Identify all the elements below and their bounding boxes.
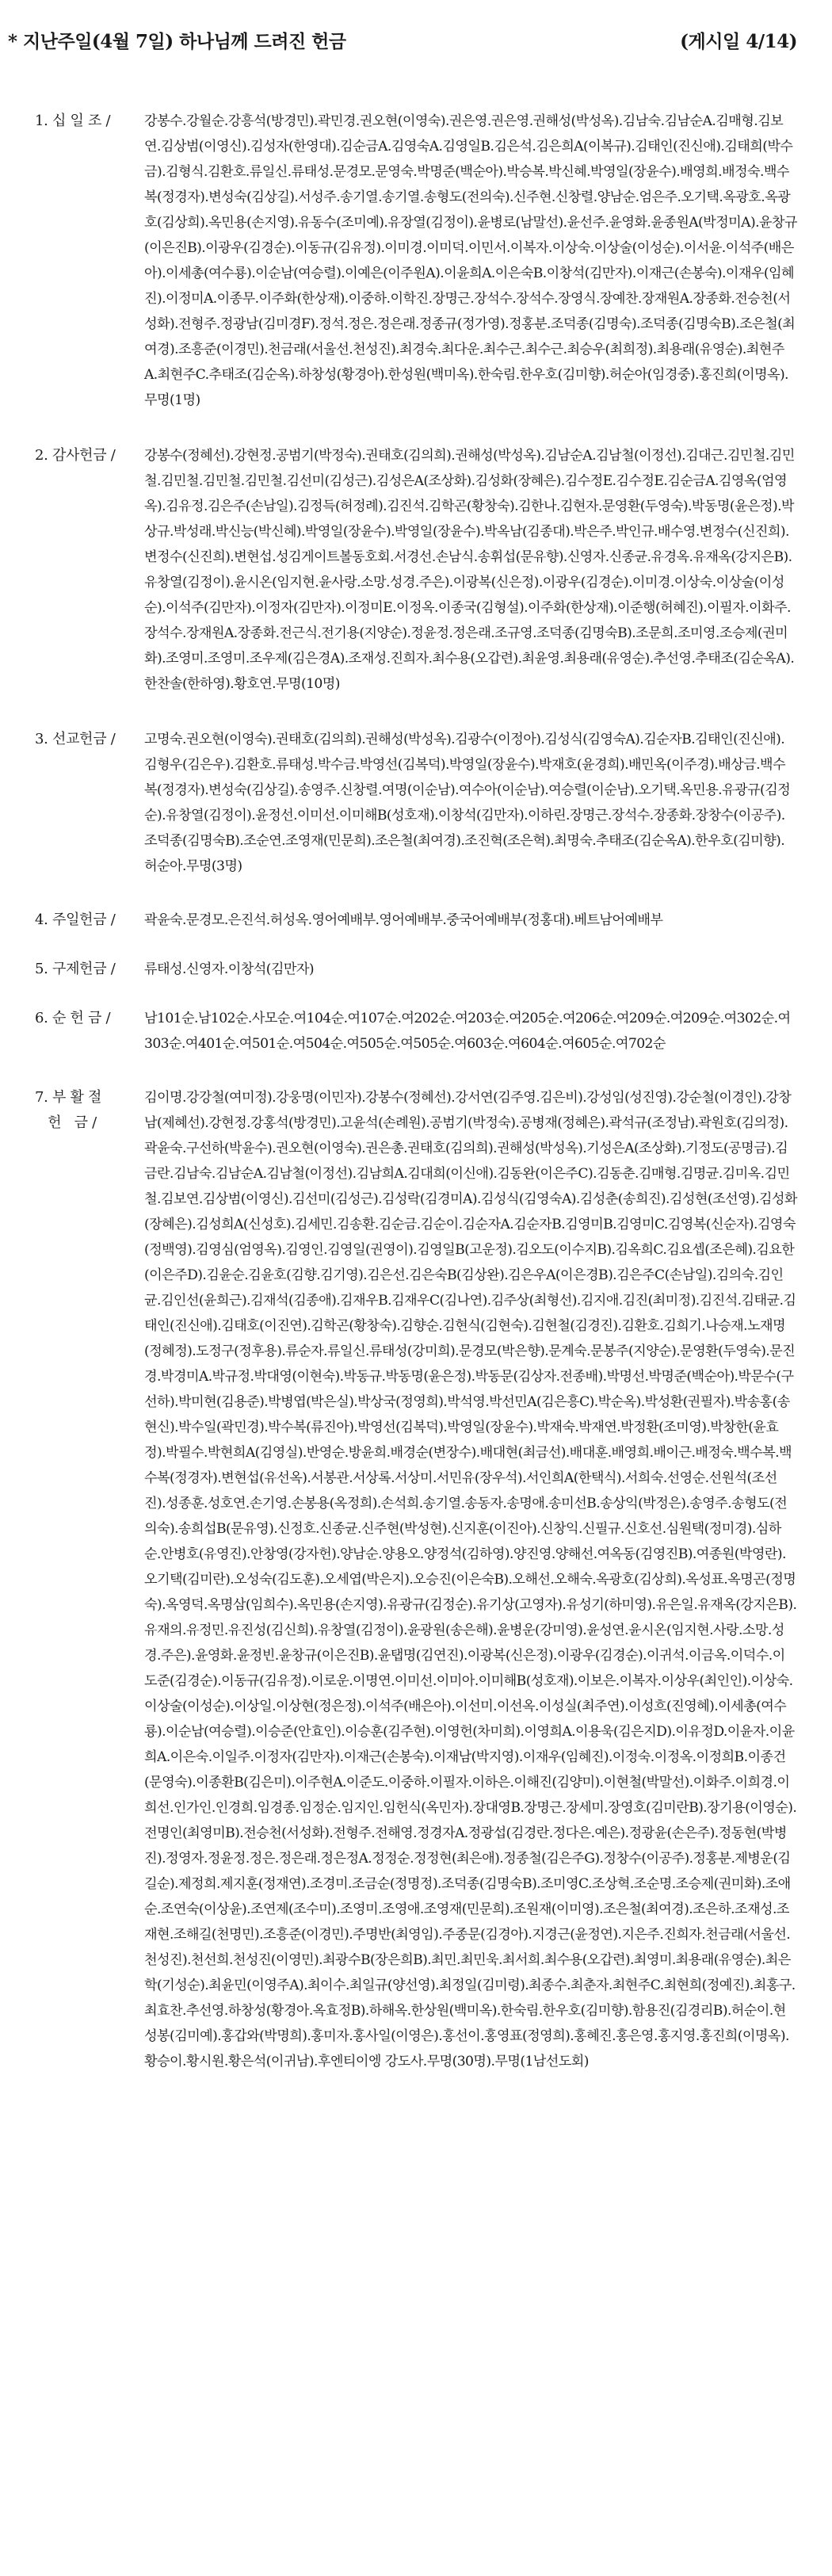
donor-list: 곽윤숙.문경모.은진석.허성옥.영어예배부.영어예배부.중국어예배부(정홍대).베트남어예배부: [144, 912, 663, 928]
posted-date: (게시일 4/14): [680, 31, 797, 52]
section-relief: [8, 957, 797, 982]
page-title: [8, 27, 346, 53]
donor-list: 남101순.남102순.사모순.여104순.여107순.여202순.여203순.여205순.여206순.여209순.여209순.여302순.여303순.여401순.여501순.여504순.여505순.여505순.여603순.여604순.여605순.여702순: [144, 1011, 791, 1052]
section-label: 1. 십 일 조 /: [35, 113, 111, 129]
section-label: 4. 주일헌금 /: [35, 912, 116, 928]
section-cell-group: [8, 1006, 797, 1057]
section-thanksgiving: [8, 443, 797, 697]
header: [8, 27, 797, 53]
section-label: 5. 구제헌금 /: [35, 961, 116, 977]
donor-list: 김이명.강강철(여미정).강웅명(이민자).강봉수(정혜선).강서연(김주영.김은비).강성임(성진영).강순철(이경인).강창남(제혜선).강현정.강홍석(방경민).고윤석(손례원).공범기(박정숙).공병재(정혜은).곽석규(조정남).곽원호(김의정).곽윤숙.구선하(박윤수).권오현(이영숙).권은총.권태호(김의희).권해성(박성옥).기성은A(조상화).기정도(공명금).김금란.김남숙.김남순A.김남철(이정선).김남희A.김대희(이신애).김동완(이은주C).김동춘.김매형.김명균.김미옥.김민철.김보연.김상범(이영신).김선미(김성근).김성락(김경미A).김성식(김영숙A).김성춘(송희진).김성현(조선영).김성화(장혜은).김성희A(신성호).김세민.김송환.김순금.김순이.김순자A.김순자B.김영미B.김영미C.김영복(신순자).김영숙(정백영).김영심(엄영옥).김영인.김영일(권영이).김영일B(고운정).김오도(이수지B).김옥희C.김요셉(조은혜).김요한(이은주D).김윤순.김윤호(김향.김기영).김은선.김은숙B(김상완).김은우A(이은경B).김은주C(손남일).김의숙.김인균.김인선(윤희근).김재석(김종애).김재우B.김재우C(김나연).김주상(최형선).김지애.김진(최미정).김진석.김태균.김태인(진신애).김태호(이진연).김학곤(황창숙).김향순.김현식(김현숙).김현철(김경진).김환호.김희기.나승재.노재명(정혜정).도정구(정후용).류순자.류일신.류태성(강미희).문경모(박은향).문계숙.문봉주(지양순).문영환(두영숙).문진경.박경미A.박규정.박대영(이현숙).박동규.박동명(윤은정).박동문(김상자.전종배).박명선.박명준(백순아).박문수(구선하).박미현(김용준).박병엽(박은실).박상국(정영희).박석영.박선민A(김은흥C).박순옥).박성환(권필자).박송홍(송현신).박수일(곽민경).박수복(류진아).박영선(김복덕).박영일(장윤수).박재숙.박재연.박정환(조미영).박창한(윤효정).박필수.박현희A(김영실).반영순.방윤희.배경순(변장수).배대현(최금선).배대훈.배영희.배이근.배정숙.백수복.백수복(정경자).변현섭(유선옥).서봉관.서상록.서상미.서민유(장우석).서인희A(한택식).서희숙.선영순.선원석(조선진).성종훈.성호연.손기영.손봉용(옥정희).손석희.송기열.송동자.송명애.송미선B.송상익(박정은).송영주.송형도(전의숙).송희섭B(문유영).신정호.신종균.신주현(박성현).신지훈(이진아).신창익.신필규.신호선.심원택(정미경).심하순.안병호(유영진).안창영(강자헌).양남순.양용오.양정석(김하영).양진영.양해선.여옥동(김영진B).여종원(박영란).오기택(김미란).오성숙(김도훈).오세엽(박은지).오승진(이은숙B).오해선.오해숙.옥광호(김상희).옥성표.옥명곤(정명숙).옥영덕.옥명삼(임희수).옥민용(손지영).유광규(김정순).유기상(고영자).유성기(하미영).유은일.유재옥(강지은B).유재의.유정민.유진성(김신희).유창열(김정이).윤광원(송은해).윤병운(강미영).윤성연.윤시온(임지현.사랑.소망.성경.주은).윤영화.윤정빈.윤창규(이은진B).윤탭명(김연진).이광복(신은정).이광우(김경순).이귀석.이금옥.이덕수.이도준(김경순).이동규(김유정).이로운.이명연.이미선.이미아.이미해B(성호재).이보은.이복자.이상우(최인인).이상숙.이상술(이성순).이상일.이상현(정은정).이석주(배은아).이선미.이선옥.이성실(최주연).이성흐(진영혜).이세총(여수룡).이순남(여승렬).이승준(안효인).이승훈(김주현).이영헌(차미희).이영희A.이용욱(김은지D).이유정D.이윤자.이윤희A.이은숙.이일주.이정자(김만자).이재근(손봉숙).이재남(박지영).이재우(임혜진).이정숙.이정옥.이정희B.이종건(문영숙).이종환B(김은미).이주현A.이준도.이중하.이필자.이하은.이해진(김양미).이현철(박말선).이화주.이희경.이희선.인가인.인경희.임경종.임정순.임지인.임헌식(옥민자).장대영B.장명근.장세미.장영호(김미란B).장기용(이영순).전명인(최영미B).전승천(서성화).전형주.전해영.정경자A.정광섭(김경란.정다은.예은).정광윤(손은주).정동현(박병진).정영자.정윤정.정은.정은래.정은정A.정정순.정정현(최은애).정종철(김은주G).정창수(이공주).정홍분.제병운(김길순).제정희.제지훈(정재연).조경미.조금순(정명정).조덕종(김명숙B).조미영C.조상혁.조순명.조승제(권미화).조애순.조연숙(이상윤).조연제(조수미).조영미.조영애.조영재(민문희).조원재(이미영).조은철(최여경).조은하.조재성.조재현.조해길(천명민).조흥준(이경민).주명반(최영임).주종문(김경아).지경근(윤정연).지은주.진희자.천금래(서울선.천성진).천선희.천성진(이영민).최광수B(장은희B).최민.최민욱.최서희.최수용(오갑련).최영미.최용래(유영순).최은학(기성순).최윤민(이영주A).최이수.최일규(양선영).최정일(김미령).최종수.최춘자.최현주C.최현희(정예진).최홍구.최효찬.추선영.하창성(황경아.옥효정B).하해옥.한상원(백미옥).한숙림.한우호(김미향).함용진(김경리B).허순이.현성봉(김미예).홍갑와(박명희).홍미자.홍사일(이영은).홍선이.홍영표(정영희).홍혜진.홍은영.홍지영.홍진희(이명옥).황승이.황시원.황은석(이귀남).후엔티이엥 강도사.무명(30명).무명(1남선도회): [144, 1090, 797, 2070]
donor-list: 고명숙.권오현(이영숙).권태호(김의희).권해성(박성옥).김광수(이정아).김성식(김영숙A).김순자B.김태인(진신애).김형우(김은우).김환호.류태성.박수금.박영선(김복덕).박영일(장윤수).박재호(윤경희).배민옥(이주경).배상금.백수복(정경자).변성숙(김상길).송영주.신창렬.여명(이순남).여수아(이순남).여승렬(이순남).오기택.옥민용.유광규(김정순).유창열(김정이).윤정선.이미선.이미해B(성호재).이창석(김만자).이하린.장명근.장석수.장종화.장창수(이공주).조덕종(김명숙B).조순연.조영재(민문희).조은철(최여경).조진혁(조은혁).최명숙.추태조(김순옥A).한우호(김미향).허순아.무명(3명): [144, 732, 791, 874]
section-sunday: [8, 908, 797, 933]
section-mission: [8, 727, 797, 879]
donor-list: 류태성.신영자.이창석(김만자): [144, 961, 314, 977]
section-label: 3. 선교헌금 /: [35, 731, 116, 747]
section-label: 6. 순 헌 금 /: [35, 1010, 111, 1026]
donor-list: 강봉수(정혜선).강현정.공범기(박정숙).권태호(김의희).권해성(박성옥).김남순A.김남철(이정선).김대근.김민철.김민철.김민철.김민철.김민철.김선미(김성근).김성은A(조상화).김성화(장혜은).김수정E.김수정E.김순금A.김영옥(엄영옥).김유정.김은주(손남일).김정득(허정례).김진석.김학곤(황창숙).김한나.김현자.문영환(두영숙).박동명(윤은정).박상규.박성래.박신능(박신혜).박영일(장윤수).박영일(장윤수).박옥남(김종대).박은주.박인규.배수영.변정수(신진희).변정수(신진희).변현섭.성김게이트볼동호회.서경선.손남식.송휘섭(문유향).신영자.신종균.유경옥.유재옥(강지은B).유창열(김정이).윤시온(임지현.윤사랑.소망.성경.주은).이광복(신은정).이광우(김경순).이미경.이상숙.이상술(이성순).이석주(김만자).이정자(김만자).이정미E.이정옥.이종국(김형설).이주화(한상재).이준행(허혜진).이필자.이화주.장석수.장재원A.장종화.전근식.전기용(지양순).정윤정.정은래.조규영.조덕종(김명숙B).조문희.조미영.조승제(권미화).조영미.조영미.조우제(김은경A).조재성.진희자.최수용(오갑련).최윤영.최용래(유영순).추선영.추태조(김순옥A).한찬솔(한하영).황호연.무명(10명): [144, 448, 795, 692]
section-label: 7. 부 활 절 헌 금 /: [35, 1089, 102, 1131]
section-label: 2. 감사헌금 /: [35, 447, 116, 464]
title-text: 지난주일(4월 7일) 하나님께 드려진 헌금: [23, 31, 346, 52]
title-bullet: *: [8, 31, 17, 52]
donor-list: 강봉수.강월순.강흥석(방경민).곽민경.권오현(이영숙).권은영.권은영.권해성(박성옥).김남숙.김남순A.김매형.김보연.김상범(이영신).김성자(한영대).김순금A.김영숙A.김영일B.김은석.김은희A(이복규).김태인(진신애).김태희(박수금).김형식.김환호.류일신.류태성.문경모.문영숙.박명준(백순아).박승복.박신혜.박영일(장윤수).배영희.배정숙.백수복(정경자).변성숙(김상길).서성주.송기열.송기열.송형도(전의숙).신주현.신창렬.양남순.엄은주.오기택.옥광호.옥광호(김상희).옥민용(손지영).유동수(조미예).유장열(김정이).윤병로(남말선).윤선주.윤영화.윤종원A(박정미A).윤창규(이은진B).이광우(김경순).이동규(김유정).이미경.이미덕.이민서.이복자.이상숙.이상술(이성순).이서윤.이석주(배은아).이세총(여수룡).이순남(여승렬).이예은(이주원A).이윤희A.이은숙B.이창석(김만자).이재근(손봉숙).이재우(임혜진).이정미A.이종무.이주화(한상재).이중하.이학진.장명근.장석수.장석수.장영식.장예찬.장재원A.장종화.전승천(서성화).전형주.정광남(김미경F).정석.정은.정은래.정종규(정가영).정홍분.조덕종(김명숙).조덕종(김명숙B).조은철(최여경).조흥준(이경민).천금래(서울선.천성진).최경숙.최다운.최수근.최수근.최승우(최희정).최용래(유영순).최현주A.최현주C.추태조(김순옥).하창성(황경아).한성원(백미옥).한숙림.한우호(김미향).허순아(임경중).홍진희(이명옥).무명(1명): [144, 113, 797, 408]
section-easter: [8, 1085, 797, 2074]
section-tithe: [8, 109, 797, 413]
